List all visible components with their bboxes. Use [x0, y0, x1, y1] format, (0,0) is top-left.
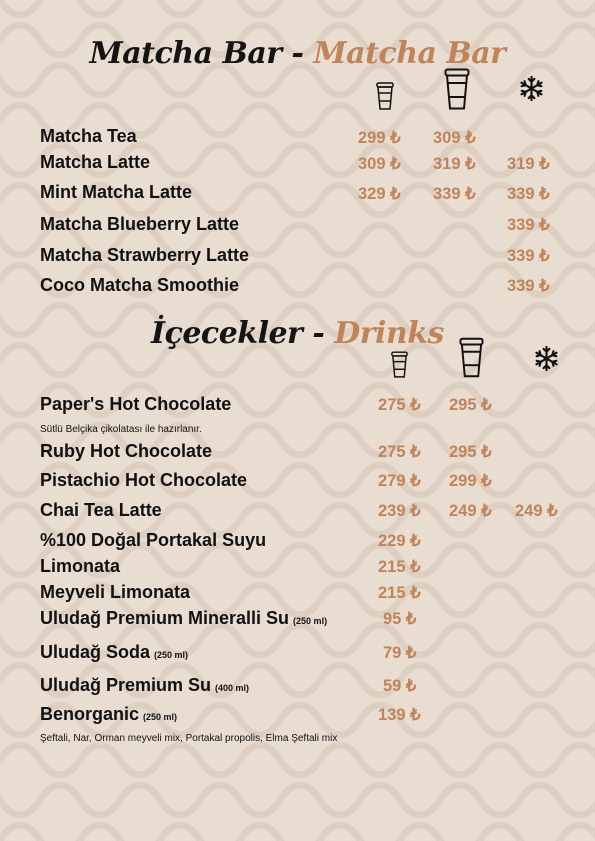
matcha-title-accent: Matcha Bar — [313, 36, 506, 71]
large-cup-icon — [459, 337, 484, 378]
price-small: 139 ₺ — [378, 706, 421, 724]
item-label: Uludağ Premium Mineralli Su — [40, 608, 290, 628]
price-large: 295 ₺ — [449, 396, 492, 414]
price-iced: 339 ₺ — [507, 247, 550, 265]
drinks-title-accent: Drinks — [334, 316, 444, 351]
menu-item-name: Meyveli Limonata — [40, 582, 191, 602]
menu-item-name: Mint Matcha Latte — [40, 182, 193, 202]
price-large: 309 ₺ — [433, 129, 476, 147]
item-size: (250 ml) — [154, 650, 189, 660]
price-small: 79 ₺ — [383, 644, 417, 662]
drinks-section-title — [0, 316, 595, 351]
price-small: 279 ₺ — [378, 472, 421, 490]
item-label: Benorganic — [40, 704, 140, 724]
matcha-title-main: Matcha Bar — [89, 36, 282, 71]
menu-item-name: Paper's Hot Chocolate — [40, 394, 232, 414]
drinks-title-main: İçecekler — [151, 316, 303, 351]
price-iced: 339 ₺ — [507, 216, 550, 234]
price-large: 339 ₺ — [433, 185, 476, 203]
drinks-title-separator: - — [302, 316, 335, 351]
menu-item-name: Coco Matcha Smoothie — [40, 275, 240, 295]
item-label: Uludağ Soda — [40, 642, 151, 662]
price-small: 239 ₺ — [378, 502, 421, 520]
snowflake-icon — [533, 345, 560, 372]
price-large: 299 ₺ — [449, 472, 492, 490]
price-small: 229 ₺ — [378, 532, 421, 550]
price-iced: 319 ₺ — [507, 155, 550, 173]
menu-item-name: Matcha Latte — [40, 152, 151, 172]
item-size: (250 ml) — [143, 712, 178, 722]
item-size: (250 ml) — [293, 616, 328, 626]
price-small: 215 ₺ — [378, 584, 421, 602]
price-large: 319 ₺ — [433, 155, 476, 173]
matcha-title-separator: - — [281, 36, 314, 71]
menu-item-name: %100 Doğal Portakal Suyu — [40, 530, 267, 550]
price-small: 309 ₺ — [358, 155, 401, 173]
large-cup-icon — [444, 68, 470, 110]
price-small: 329 ₺ — [358, 185, 401, 203]
price-iced: 339 ₺ — [507, 185, 550, 203]
menu-item-name: Limonata — [40, 556, 121, 576]
price-small: 215 ₺ — [378, 558, 421, 576]
price-iced: 339 ₺ — [507, 277, 550, 295]
small-cup-icon — [390, 351, 409, 378]
menu-item-name: Ruby Hot Chocolate — [40, 441, 213, 461]
menu-item-name: Matcha Blueberry Latte — [40, 214, 240, 234]
menu-item-note: Şeftali, Nar, Orman meyveli mix, Portakal propolis, Elma Şeftali mix — [40, 733, 338, 744]
price-small: 299 ₺ — [358, 129, 401, 147]
price-iced: 249 ₺ — [515, 502, 558, 520]
menu-item-name: Matcha Strawberry Latte — [40, 245, 250, 265]
item-label: Uludağ Premium Su — [40, 675, 212, 695]
menu-item-name: Chai Tea Latte — [40, 500, 162, 520]
matcha-section-title — [0, 36, 595, 71]
price-small: 59 ₺ — [383, 677, 417, 695]
snowflake-icon — [518, 75, 545, 102]
menu-item-name: Matcha Tea — [40, 126, 137, 146]
item-size: (400 ml) — [215, 683, 250, 693]
price-small: 95 ₺ — [383, 610, 417, 628]
price-large: 249 ₺ — [449, 502, 492, 520]
menu-item-note: Sütlü Belçika çikolatası ile hazırlanır. — [40, 424, 202, 435]
price-small: 275 ₺ — [378, 396, 421, 414]
menu-item-name: Pistachio Hot Chocolate — [40, 470, 248, 490]
menu-item-name — [40, 608, 327, 631]
menu-item-name — [40, 642, 188, 665]
small-cup-icon — [375, 82, 395, 110]
price-large: 295 ₺ — [449, 443, 492, 461]
menu-item-name — [40, 675, 249, 698]
menu-item-name — [40, 704, 177, 727]
price-small: 275 ₺ — [378, 443, 421, 461]
